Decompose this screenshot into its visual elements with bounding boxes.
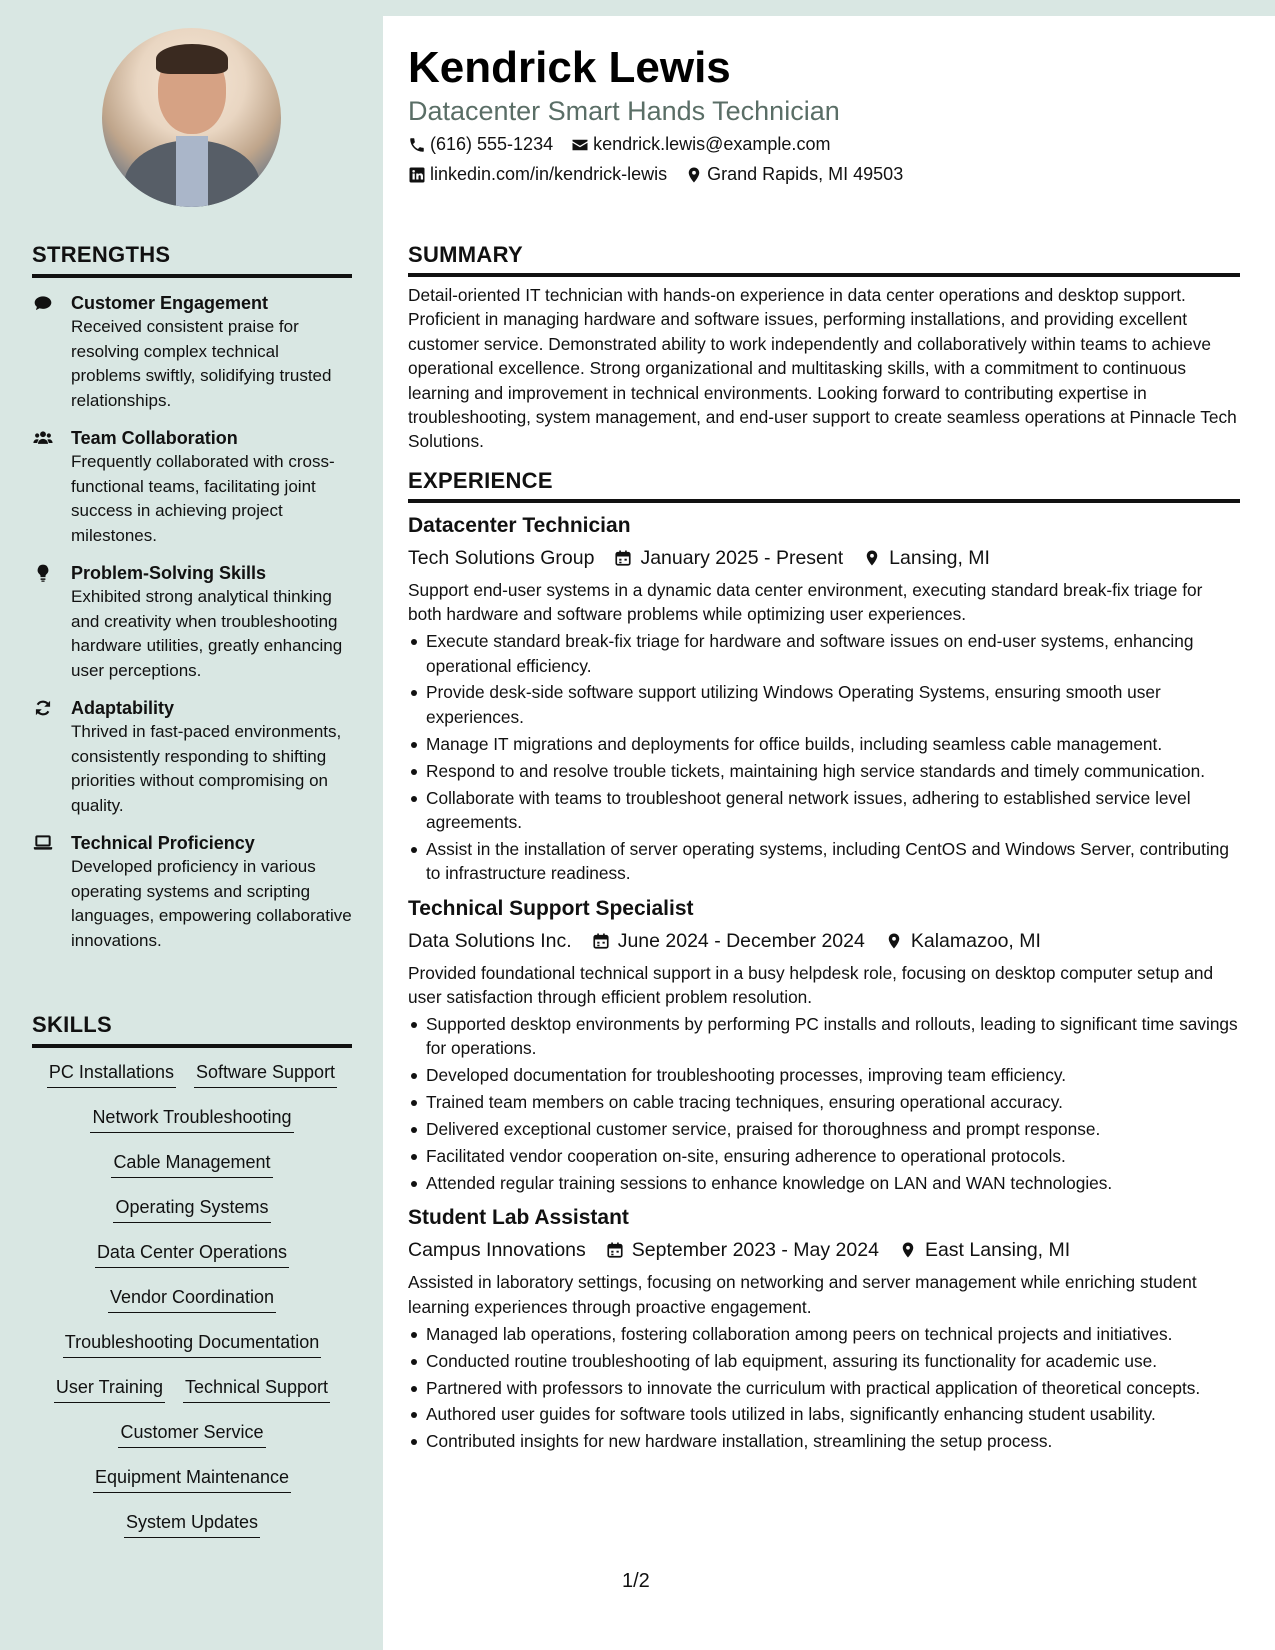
bullet-item: Trained team members on cable tracing techniques, ensuring operational accuracy. — [426, 1090, 1240, 1114]
bullet-item: Provide desk-side software support utilizing Windows Operating Systems, ensuring smooth user experiences. — [426, 680, 1240, 729]
strength-title: Technical Proficiency — [71, 833, 255, 853]
skills-section — [32, 1012, 352, 1555]
contact-row-1 — [408, 134, 830, 155]
job-desc: Support end-user systems in a dynamic data center environment, executing standard break-fix triage for both hardware and software problems while optimizing user experiences. — [408, 579, 1203, 625]
skill-tag: Troubleshooting Documentation — [63, 1330, 322, 1358]
strength-desc: Frequently collaborated with cross-functional teams, facilitating joint success in achieving project milestones. — [71, 452, 335, 545]
bullet-item: Facilitated vendor cooperation on-site, ensuring adherence to operational protocols. — [426, 1144, 1240, 1168]
skills-heading: SKILLS — [32, 1012, 352, 1048]
map-marker-icon — [685, 166, 703, 184]
skill-tag: User Training — [54, 1375, 165, 1403]
bullet-item: Managed lab operations, fostering collaboration among peers on technical projects and initiatives. — [426, 1322, 1240, 1346]
phone-item[interactable] — [408, 134, 553, 155]
phone-text: (616) 555-1234 — [430, 134, 554, 154]
strength-item — [32, 426, 352, 548]
bullet-item: Conducted routine troubleshooting of lab equipment, assuring its functionality for academic use. — [426, 1349, 1240, 1373]
job-bullets — [408, 1012, 1240, 1195]
strength-item — [32, 831, 352, 953]
bullet-item: Respond to and resolve trouble tickets, maintaining high service standards and timely communication. — [426, 759, 1240, 783]
job-location: East Lansing, MI — [924, 1239, 1071, 1262]
job-dates: June 2024 - December 2024 — [617, 929, 865, 952]
job-bullets — [408, 629, 1240, 886]
envelope-icon — [571, 136, 589, 154]
job-meta — [408, 543, 1240, 573]
sync-icon — [32, 698, 54, 718]
job-location: Kalamazoo, MI — [910, 929, 1041, 952]
skill-tag: Vendor Coordination — [108, 1285, 276, 1313]
location-item — [685, 164, 903, 185]
job-desc: Assisted in laboratory settings, focusing on networking and server management while enriching student learning experiences through proactive engagement. — [408, 1272, 1197, 1317]
comment-icon — [32, 293, 54, 313]
strength-item — [32, 291, 352, 413]
candidate-role: Datacenter Smart Hands Technician — [408, 96, 840, 126]
profile-photo — [102, 28, 281, 207]
bullet-item: Assist in the installation of server operating systems, including CentOS and Windows Server, contributing to infrastructure readiness. — [426, 837, 1240, 886]
contact-row-2 — [408, 164, 903, 185]
calendar-icon — [592, 931, 610, 951]
bullet-item: Attended regular training sessions to enhance knowledge on LAN and WAN technologies. — [426, 1171, 1240, 1195]
job-dates: January 2025 - Present — [640, 546, 844, 569]
strength-title: Adaptability — [71, 698, 175, 718]
phone-icon — [408, 136, 426, 154]
bullet-item: Contributed insights for new hardware installation, streamlining the setup process. — [426, 1429, 1240, 1453]
bullet-item: Execute standard break-fix triage for hardware and software issues on end-user systems, enhancing operational efficiency. — [426, 629, 1240, 678]
job-entry — [408, 511, 1240, 886]
strength-desc: Thrived in fast-paced environments, consistently responding to shifting priorities without compromising on quality. — [71, 722, 342, 815]
summary-text: Detail-oriented IT technician with hands-on experience in data center operations and desktop support. Proficient in managing hardware and software issues, performing installations, and providing excellent customer service. Demonstrated ability to work independently and collaboratively within teams to achieve operational excellence. Strong organizational and multitasking skills, with a commitment to continuous learning and improvement in technical environments. Looking forward to contributing expertise in troubleshooting, system management, and end-user support to create seamless operations at Pinnacle Tech Solutions. — [408, 285, 1237, 452]
bullet-item: Supported desktop environments by performing PC installs and rollouts, leading to significant time savings for operations. — [426, 1012, 1240, 1061]
skill-tag: Operating Systems — [113, 1195, 270, 1223]
bullet-item: Authored user guides for software tools utilized in labs, significantly enhancing student usability. — [426, 1402, 1240, 1426]
experience-heading: EXPERIENCE — [408, 468, 1240, 503]
calendar-icon — [606, 1240, 624, 1260]
job-dates: September 2023 - May 2024 — [631, 1239, 879, 1262]
job-meta — [408, 1235, 1240, 1265]
linkedin-icon — [408, 166, 426, 184]
linkedin-text: linkedin.com/in/kendrick-lewis — [430, 164, 668, 184]
strengths-heading: STRENGTHS — [32, 242, 352, 278]
strengths-section — [32, 242, 352, 953]
email-text: kendrick.lewis@example.com — [593, 134, 831, 154]
skill-tag: Cable Management — [111, 1150, 272, 1178]
strength-item — [32, 561, 352, 683]
email-item[interactable] — [571, 134, 830, 155]
bullet-item: Developed documentation for troubleshooting processes, improving team efficiency. — [426, 1063, 1240, 1087]
map-marker-icon — [863, 548, 881, 568]
linkedin-item[interactable] — [408, 164, 667, 185]
skill-tag: Data Center Operations — [95, 1240, 289, 1268]
page-number: 1/2 — [622, 1570, 650, 1592]
laptop-icon — [32, 833, 54, 853]
lightbulb-icon — [32, 563, 54, 583]
job-entry — [408, 1203, 1240, 1453]
main-column — [408, 242, 1240, 1454]
skill-tag: Network Troubleshooting — [90, 1105, 293, 1133]
map-marker-icon — [899, 1240, 917, 1260]
skill-tag: Technical Support — [183, 1375, 330, 1403]
location-text: Grand Rapids, MI 49503 — [707, 164, 904, 184]
job-title: Student Lab Assistant — [408, 1206, 629, 1230]
skills-list — [32, 1060, 352, 1555]
skill-tag: Equipment Maintenance — [93, 1465, 291, 1493]
job-company: Tech Solutions Group — [408, 546, 595, 569]
bullet-item: Partnered with professors to innovate the curriculum with practical application of theoretical concepts. — [426, 1376, 1240, 1400]
job-meta — [408, 926, 1240, 956]
job-bullets — [408, 1322, 1240, 1454]
bullet-item: Delivered exceptional customer service, praised for thoroughness and prompt response. — [426, 1117, 1240, 1141]
skill-tag: Customer Service — [118, 1420, 265, 1448]
job-desc: Provided foundational technical support in a busy helpdesk role, focusing on desktop computer setup and user satisfaction through efficient problem resolution. — [408, 962, 1214, 1008]
strength-desc: Developed proficiency in various operating systems and scripting languages, empowering collaborative innovations. — [71, 857, 352, 950]
candidate-name: Kendrick Lewis — [408, 43, 731, 92]
strength-desc: Exhibited strong analytical thinking and creativity when troubleshooting hardware utilities, greatly enhancing user perceptions. — [71, 587, 343, 680]
skill-tag: Software Support — [194, 1060, 337, 1088]
strength-title: Customer Engagement — [71, 293, 269, 313]
job-title: Datacenter Technician — [408, 513, 631, 537]
bullet-item: Manage IT migrations and deployments for office builds, including seamless cable management. — [426, 732, 1240, 756]
map-marker-icon — [885, 931, 903, 951]
strength-title: Problem-Solving Skills — [71, 563, 267, 583]
job-location: Lansing, MI — [889, 546, 990, 569]
bullet-item: Collaborate with teams to troubleshoot general network issues, adhering to established service level agreements. — [426, 786, 1240, 835]
strength-item — [32, 696, 352, 818]
job-company: Data Solutions Inc. — [408, 929, 572, 952]
users-icon — [32, 428, 54, 448]
skill-tag: System Updates — [124, 1510, 260, 1538]
calendar-icon — [614, 548, 632, 568]
summary-heading: SUMMARY — [408, 242, 1240, 277]
strength-desc: Received consistent praise for resolving complex technical problems swiftly, solidifying trusted relationships. — [71, 317, 332, 410]
skill-tag: PC Installations — [47, 1060, 176, 1088]
job-company: Campus Innovations — [408, 1239, 586, 1262]
strength-title: Team Collaboration — [71, 428, 238, 448]
job-title: Technical Support Specialist — [408, 896, 694, 920]
job-entry — [408, 894, 1240, 1196]
